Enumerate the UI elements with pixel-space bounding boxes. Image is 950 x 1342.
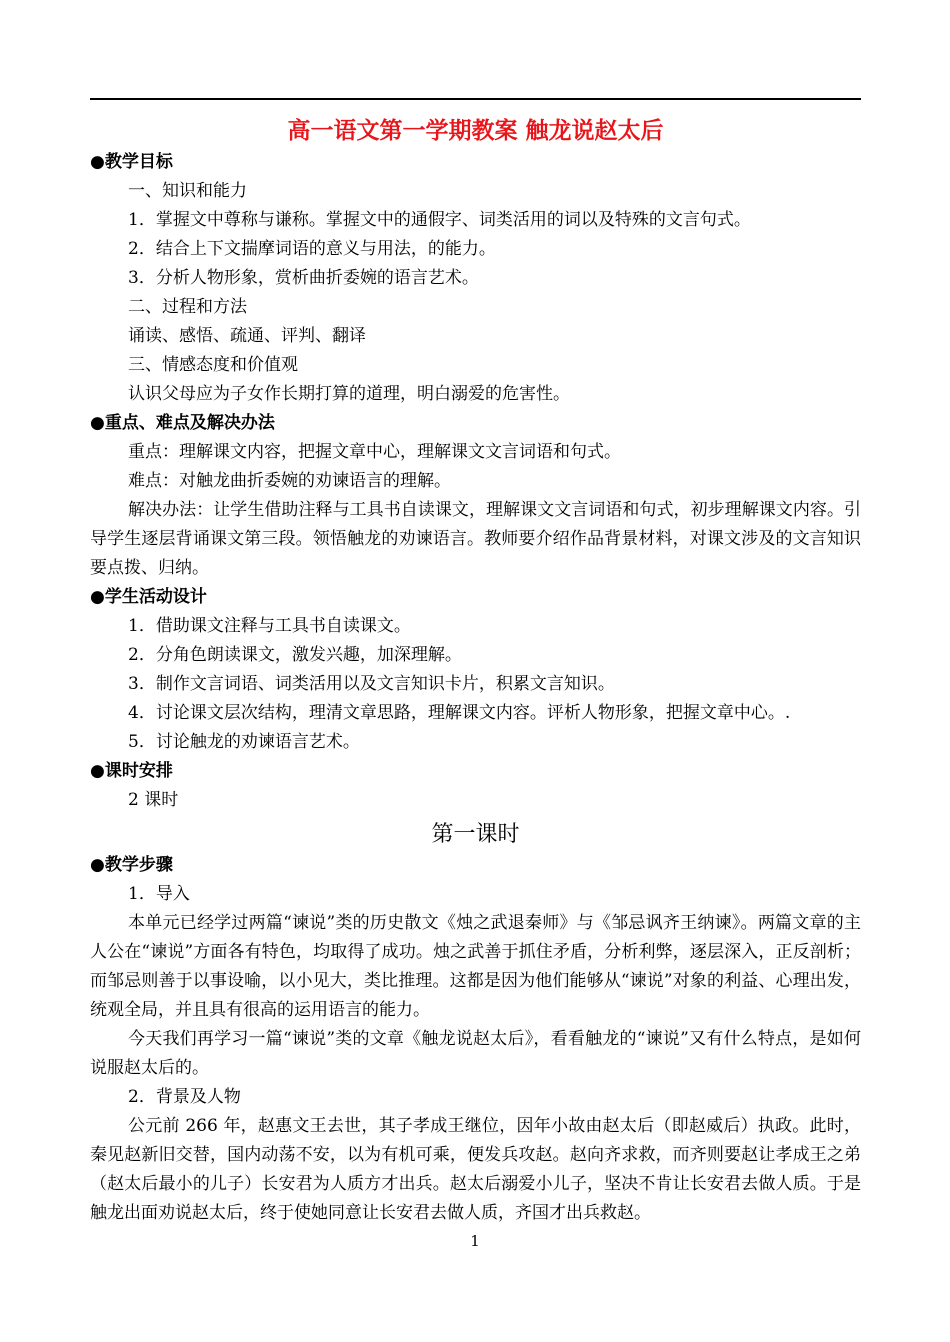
section-heading-key-points: ●重点、难点及解决办法 [90,413,275,433]
step-heading: 2．背景及人物 [128,1087,241,1107]
list-item: 3．制作文言词语、词类活用以及文言知识卡片，积累文言知识。 [128,674,615,694]
list-item: 1．掌握文中尊称与谦称。掌握文中的通假字、词类活用的词以及特殊的文言句式。 [128,210,751,230]
list-item: 2．结合上下文揣摩词语的意义与用法，的能力。 [128,239,496,259]
list-item: 5．讨论触龙的劝谏语言艺术。 [128,732,360,752]
section-heading-objectives: ●教学目标 [90,152,173,172]
list-item: 4．讨论课文层次结构，理清文章思路，理解课文内容。评析人物形象，把握文章中心。. [128,703,791,723]
background-paragraph: 公元前 266 年，赵惠文王去世，其子孝成王继位，因年小故由赵太后（即赵威后）执政。此时，秦见赵新旧交替，国内动荡不安，以为有机可乘，便发兵攻赵。赵向齐求救，而齐则要赵让孝成王之弟（赵太后最小的儿子）长安君为人质方才出兵。赵太后溺爱小儿子，坚决不肯让长安君去做人质。于是触龙出面劝说赵太后，终于使她同意让长安君去做人质，齐国才出兵救赵。 [90,1116,861,1223]
intro-paragraph-2: 今天我们再学习一篇“谏说”类的文章《触龙说赵太后》，看看触龙的“谏说”又有什么特点，是如何说服赵太后的。 [90,1029,861,1078]
section-heading-activities: ●学生活动设计 [90,587,207,607]
list-item: 3．分析人物形象，赏析曲折委婉的语言艺术。 [128,268,479,288]
document-title: 高一语文第一学期教案 触龙说赵太后 [287,118,664,144]
subheading-values: 三、情感态度和价值观 [128,355,298,375]
intro-paragraph: 本单元已经学过两篇“谏说”类的历史散文《烛之武退秦师》与《邹忌讽齐王纳谏》。两篇文章的主人公在“谏说”方面各有特色，均取得了成功。烛之武善于抓住矛盾，分析利弊，逐层深入，正反剖析；而邹忌则善于以事设喻，以小见大，类比推理。这都是因为他们能够从“谏说”对象的利益、心理出发，统观全局，并且具有很高的运用语言的能力。 [90,913,861,1020]
header-rule [90,98,861,100]
list-item: 2．分角色朗读课文，激发兴趣，加深理解。 [128,645,462,665]
subheading-knowledge: 一、知识和能力 [128,181,247,201]
methods-text: 诵读、感悟、疏通、评判、翻译 [128,326,366,346]
solution-paragraph: 解决办法：让学生借助注释与工具书自读课文，理解课文文言词语和句式，初步理解课文内容。引导学生逐层背诵课文第三段。领悟触龙的劝谏语言。教师要介绍作品背景材料，对课文涉及的文言知识要点拨、归纳。 [90,500,861,578]
key-point-text: 重点：理解课文内容，把握文章中心，理解课文文言词语和句式。 [128,442,621,462]
section-heading-steps: ●教学步骤 [90,855,173,875]
list-item: 1．借助课文注释与工具书自读课文。 [128,616,411,636]
subheading-process: 二、过程和方法 [128,297,247,317]
page-number: 1 [470,1232,480,1250]
values-text: 认识父母应为子女作长期打算的道理，明白溺爱的危害性。 [128,384,570,404]
hours-text: 2 课时 [128,790,179,810]
difficult-point-text: 难点：对触龙曲折委婉的劝谏语言的理解。 [128,471,451,491]
lesson-title: 第一课时 [431,822,520,847]
section-heading-schedule: ●课时安排 [90,761,173,781]
step-heading: 1．导入 [128,884,190,904]
document-body [90,116,861,1228]
